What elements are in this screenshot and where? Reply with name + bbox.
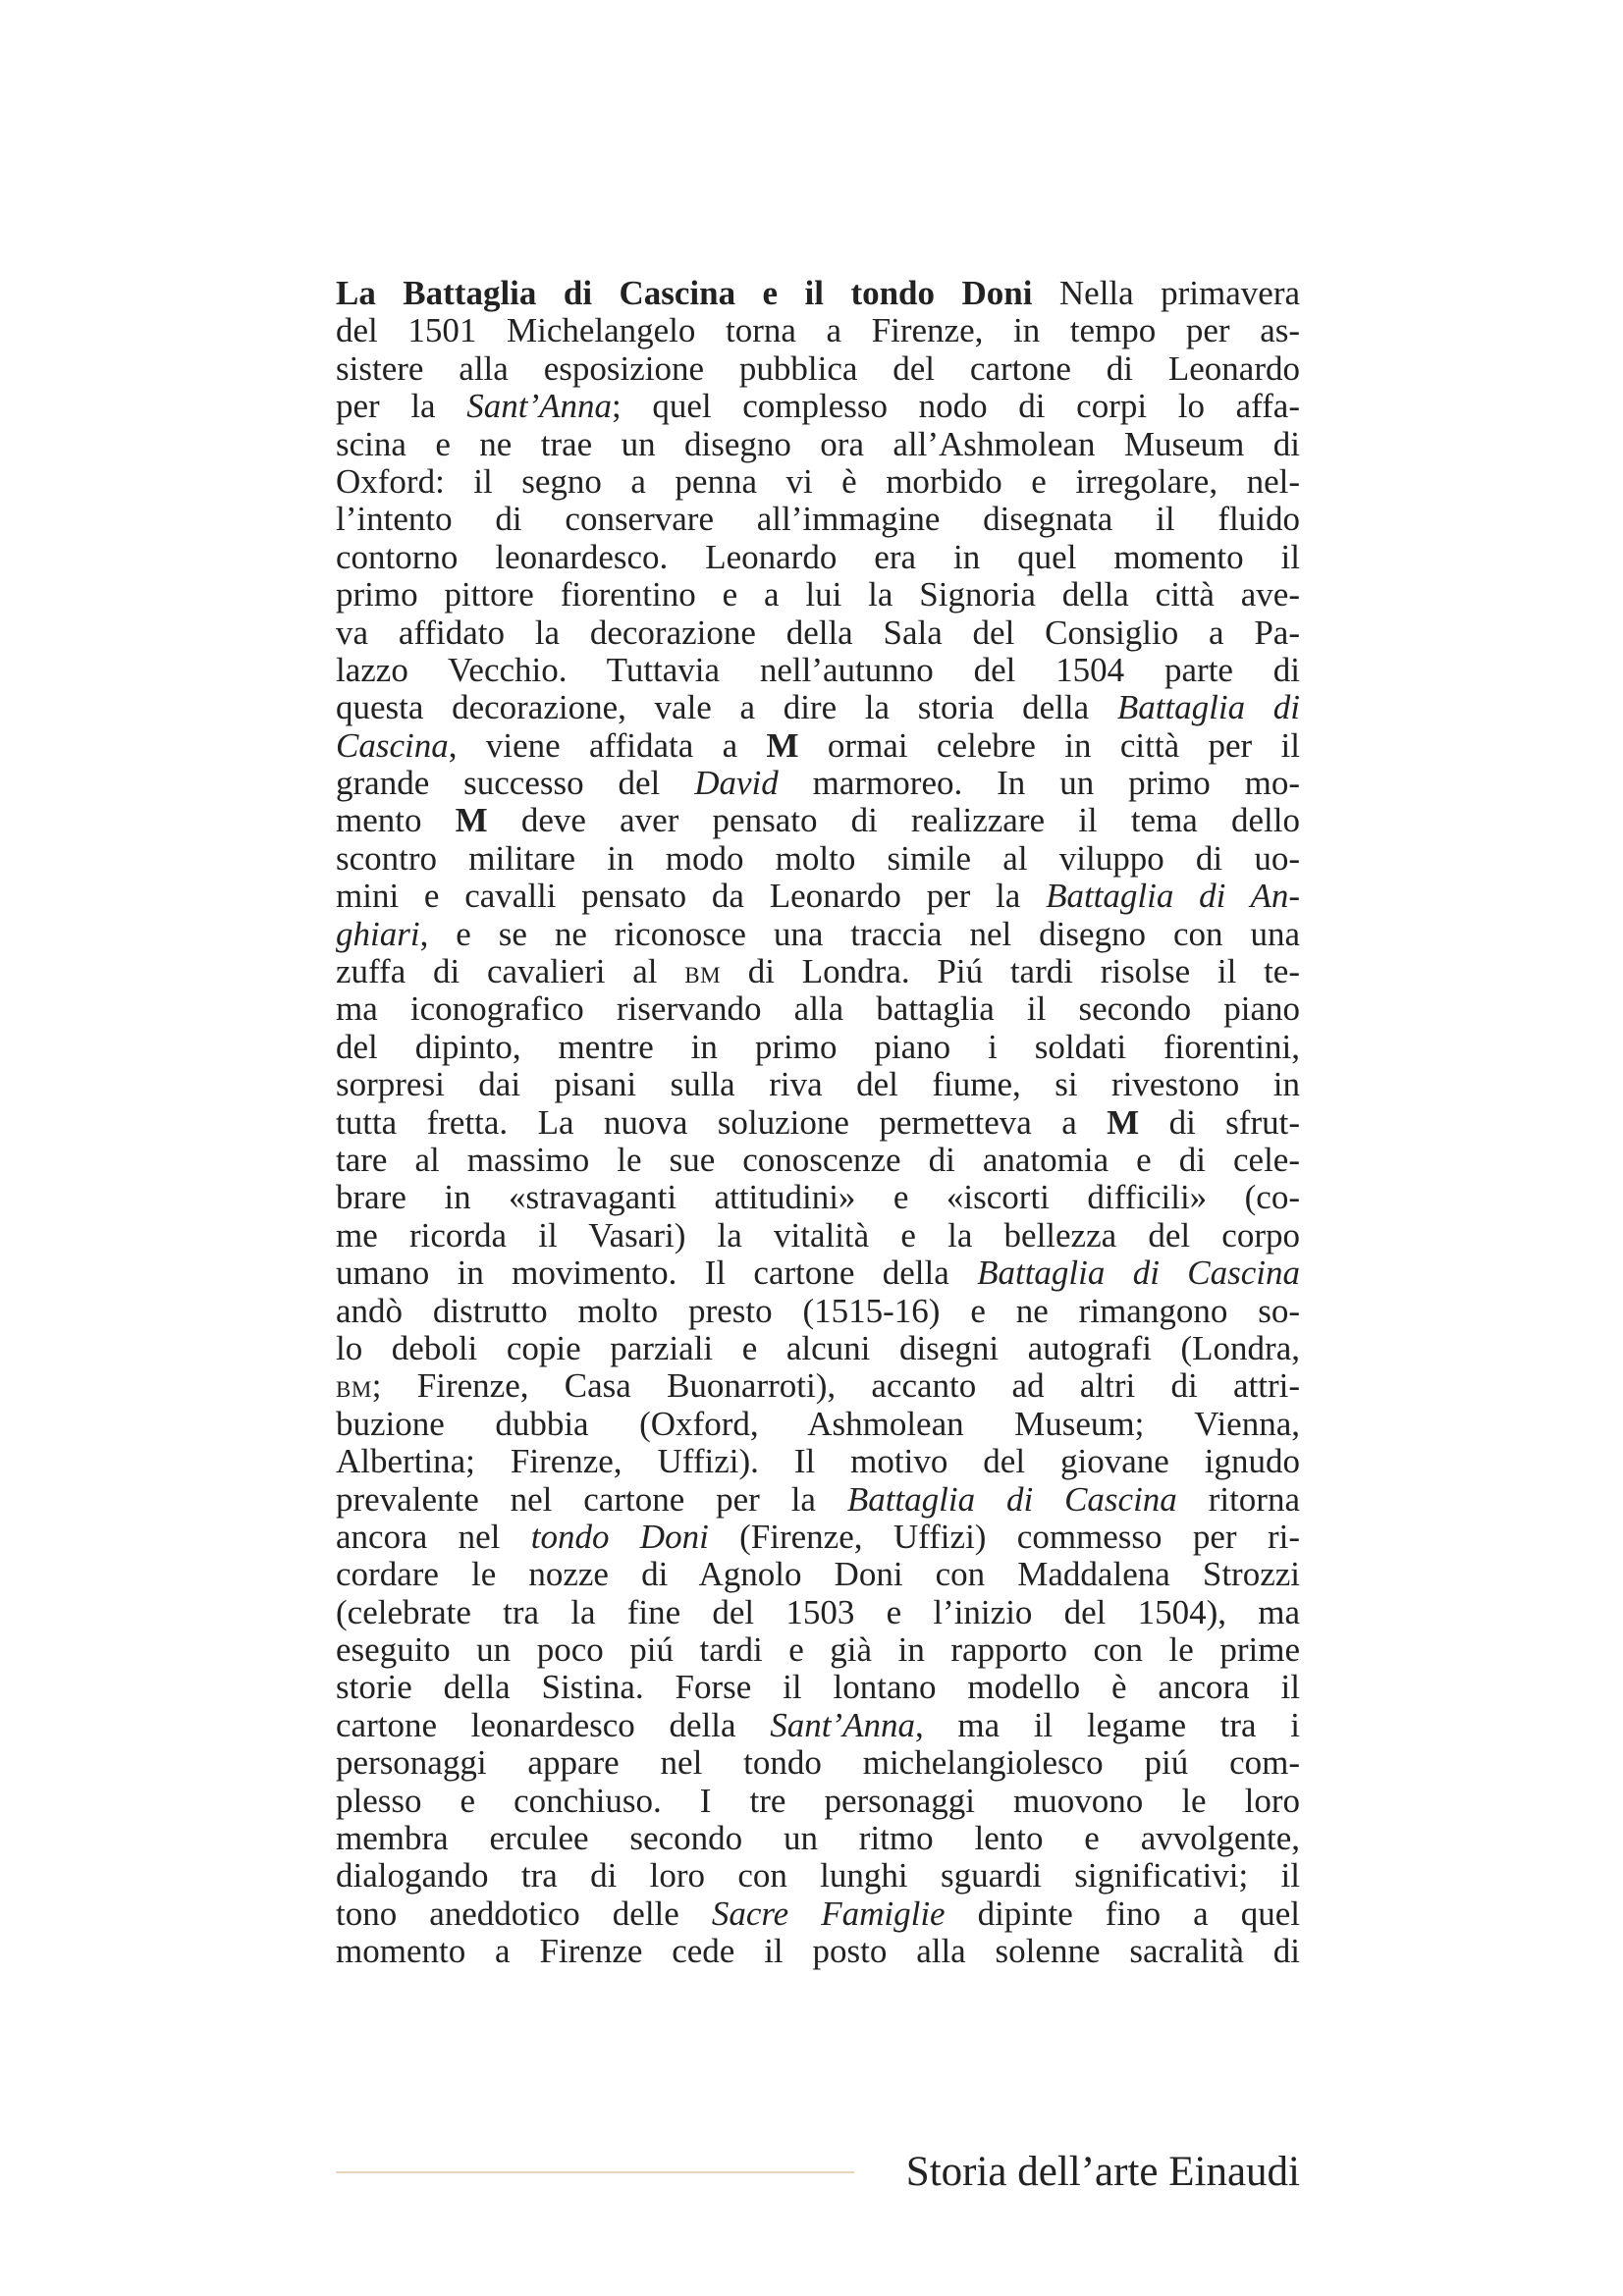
text-run: ma iconografico riservando alla battaglia il secondo piano: [336, 989, 1300, 1029]
text-line: [336, 463, 1300, 501]
text-line: [336, 1406, 1300, 1443]
text-run: tutta fretta. La nuova soluzione permetteva a: [336, 1102, 1108, 1142]
text-line: [336, 1481, 1300, 1519]
text-line: [336, 765, 1300, 802]
text-line: [336, 1933, 1300, 1970]
text-run: , e se ne riconosce una traccia nel disegno con una: [419, 914, 1300, 953]
text-line: [336, 1029, 1300, 1066]
text-run: grande successo del: [336, 764, 695, 803]
text-line: [336, 990, 1300, 1028]
text-run: ; Firenze, Casa Buonarroti), accanto ad altri di attri-: [371, 1366, 1300, 1406]
text-run: zuffa di cavalieri al: [336, 952, 685, 991]
text-run: andò distrutto molto presto (1515-16) e ne rimangono so-: [336, 1291, 1300, 1330]
text-line: [336, 1217, 1300, 1255]
text-line: [336, 1744, 1300, 1782]
text-run: di Londra. Piú tardi risolse il te-: [721, 952, 1300, 991]
text-line: [336, 275, 1300, 312]
text-line: [336, 1330, 1300, 1367]
text-line: [336, 1820, 1300, 1857]
text-run: deve aver pensato di realizzare il tema dello: [487, 801, 1300, 840]
text-line: [336, 426, 1300, 463]
text-run: (Firenze, Uffizi) commesso per ri-: [708, 1517, 1300, 1556]
text-line: [336, 689, 1300, 726]
text-line: [336, 802, 1300, 839]
text-run: di sfrut-: [1139, 1102, 1300, 1142]
text-run: questa decorazione, vale a dire la storia della: [336, 688, 1117, 727]
text-run: momento a Firenze cede il posto alla solenne sacralità di: [336, 1932, 1300, 1971]
text-run: Nella primavera: [1032, 274, 1301, 312]
text-run: buzione dubbia (Oxford, Ashmolean Museum; Vienna,: [336, 1404, 1300, 1443]
text-run: tare al massimo le sue conoscenze di anatomia e di cele-: [336, 1140, 1300, 1179]
bold-text: M: [1107, 1102, 1140, 1142]
small-caps-abbr: bm: [684, 954, 722, 990]
text-line: [336, 727, 1300, 765]
text-line: [336, 1367, 1300, 1405]
text-line: [336, 1293, 1300, 1330]
text-run: umano in movimento. Il cartone della: [336, 1254, 978, 1293]
text-line: [336, 1669, 1300, 1706]
text-run: marmoreo. In un primo mo-: [778, 764, 1301, 803]
italic-title: Sant’Anna: [466, 387, 612, 426]
text-run: dialogando tra di loro con lunghi sguardi significativi; il: [336, 1856, 1300, 1896]
text-run: Albertina; Firenze, Uffizi). Il motivo del giovane ignudo: [336, 1442, 1300, 1481]
text-line: [336, 388, 1300, 425]
text-run: personaggi appare nel tondo michelangiolesco piú com-: [336, 1743, 1300, 1783]
text-run: scontro militare in modo molto simile al viluppo di uo-: [336, 838, 1300, 878]
text-run: del dipinto, mentre in primo piano i soldati fiorentini,: [336, 1027, 1300, 1066]
italic-title: Cascina: [336, 725, 449, 765]
italic-title: Battaglia di Cascina: [977, 1254, 1300, 1293]
footer-title: Storia dell’arte Einaudi: [905, 2149, 1300, 2195]
text-line: [336, 1707, 1300, 1744]
text-run: ancora nel: [336, 1517, 531, 1556]
text-line: [336, 350, 1300, 388]
text-run: va affidato la decorazione della Sala del Consiglio a Pa-: [336, 613, 1300, 652]
text-run: mento: [336, 801, 456, 840]
text-run: eseguito un poco piú tardi e già in rapporto con le prime: [336, 1630, 1300, 1670]
text-line: [336, 1179, 1300, 1216]
text-line: [336, 312, 1300, 349]
text-run: cartone leonardesco della: [336, 1705, 771, 1744]
text-line: [336, 614, 1300, 652]
italic-title: Battaglia di Cascina: [846, 1479, 1177, 1519]
italic-title: tondo Doni: [530, 1517, 709, 1556]
text-line: [336, 916, 1300, 953]
text-line: [336, 1556, 1300, 1593]
text-line: [336, 1443, 1300, 1480]
italic-title: David: [694, 764, 779, 803]
text-line: [336, 1255, 1300, 1292]
text-run: ; quel complesso nodo di corpi lo affa-: [612, 387, 1300, 426]
text-run: mini e cavalli pensato da Leonardo per la: [336, 877, 1047, 916]
text-run: (celebrate tra la fine del 1503 e l’inizio del 1504), ma: [336, 1592, 1300, 1631]
bold-text: M: [766, 725, 799, 765]
text-line: [336, 1519, 1300, 1556]
text-line: [336, 652, 1300, 689]
text-line: [336, 953, 1300, 990]
text-line: [336, 1896, 1300, 1933]
text-line: [336, 1594, 1300, 1631]
bold-text: M: [455, 801, 488, 840]
bold-text: La Battaglia di Cascina e il tondo Doni: [336, 274, 1033, 312]
text-run: del 1501 Michelangelo torna a Firenze, in tempo per as-: [336, 311, 1300, 350]
text-run: dipinte fino a quel: [945, 1894, 1300, 1933]
text-run: scina e ne trae un disegno ora all’Ashmolean Museum di: [336, 424, 1300, 463]
text-run: Oxford: il segno a penna vi è morbido e irregolare, nel-: [336, 461, 1300, 501]
text-line: [336, 1066, 1300, 1103]
text-run: me ricorda il Vasari) la vitalità e la bellezza del corpo: [336, 1215, 1300, 1255]
text-run: , ma il legame tra i: [914, 1705, 1300, 1744]
text-line: [336, 576, 1300, 614]
text-run: sorpresi dai pisani sulla riva del fiume, si rivestono in: [336, 1065, 1300, 1104]
text-run: tono aneddotico delle: [336, 1894, 712, 1933]
italic-title: ghiari: [336, 914, 420, 953]
text-line: [336, 840, 1300, 878]
text-run: membra erculee secondo un ritmo lento e avvolgente,: [336, 1819, 1300, 1858]
text-run: ritorna: [1176, 1479, 1300, 1519]
text-line: [336, 878, 1300, 915]
text-run: lo deboli copie parziali e alcuni disegni autografi (Londra,: [336, 1328, 1300, 1367]
italic-title: Battaglia di An-: [1046, 877, 1300, 916]
text-line: [336, 501, 1300, 538]
text-run: , viene affidata a: [448, 725, 767, 765]
text-run: l’intento di conservare all’immagine disegnata il fluido: [336, 500, 1300, 539]
text-run: storie della Sistina. Forse il lontano modello è ancora il: [336, 1668, 1300, 1707]
text-run: plesso e conchiuso. I tre personaggi muovono le loro: [336, 1781, 1300, 1820]
italic-title: Battaglia di: [1116, 688, 1300, 727]
small-caps-abbr: bm: [336, 1368, 372, 1405]
text-run: primo pittore fiorentino e a lui la Signoria della città ave-: [336, 575, 1300, 614]
text-line: [336, 1142, 1300, 1179]
text-run: cordare le nozze di Agnolo Doni con Maddalena Strozzi: [336, 1555, 1300, 1594]
text-run: sistere alla esposizione pubblica del cartone di Leonardo: [336, 348, 1300, 388]
text-run: ormai celebre in città per il: [798, 725, 1300, 765]
italic-title: Sacre Famiglie: [711, 1894, 946, 1933]
body-paragraph: [336, 275, 1300, 1971]
text-run: per la: [336, 387, 467, 426]
text-run: lazzo Vecchio. Tuttavia nell’autunno del 1504 parte di: [336, 650, 1300, 689]
text-run: brare in «stravaganti attitudini» e «iscorti difficili» (co-: [336, 1178, 1300, 1217]
text-run: contorno leonardesco. Leonardo era in quel momento il: [336, 537, 1300, 576]
text-line: [336, 1631, 1300, 1669]
text-run: prevalente nel cartone per la: [336, 1479, 847, 1519]
text-line: [336, 1857, 1300, 1895]
footer-rule: [336, 2171, 854, 2173]
text-line: [336, 1104, 1300, 1142]
text-line: [336, 539, 1300, 576]
italic-title: Sant’Anna: [770, 1705, 915, 1744]
text-line: [336, 1783, 1300, 1820]
